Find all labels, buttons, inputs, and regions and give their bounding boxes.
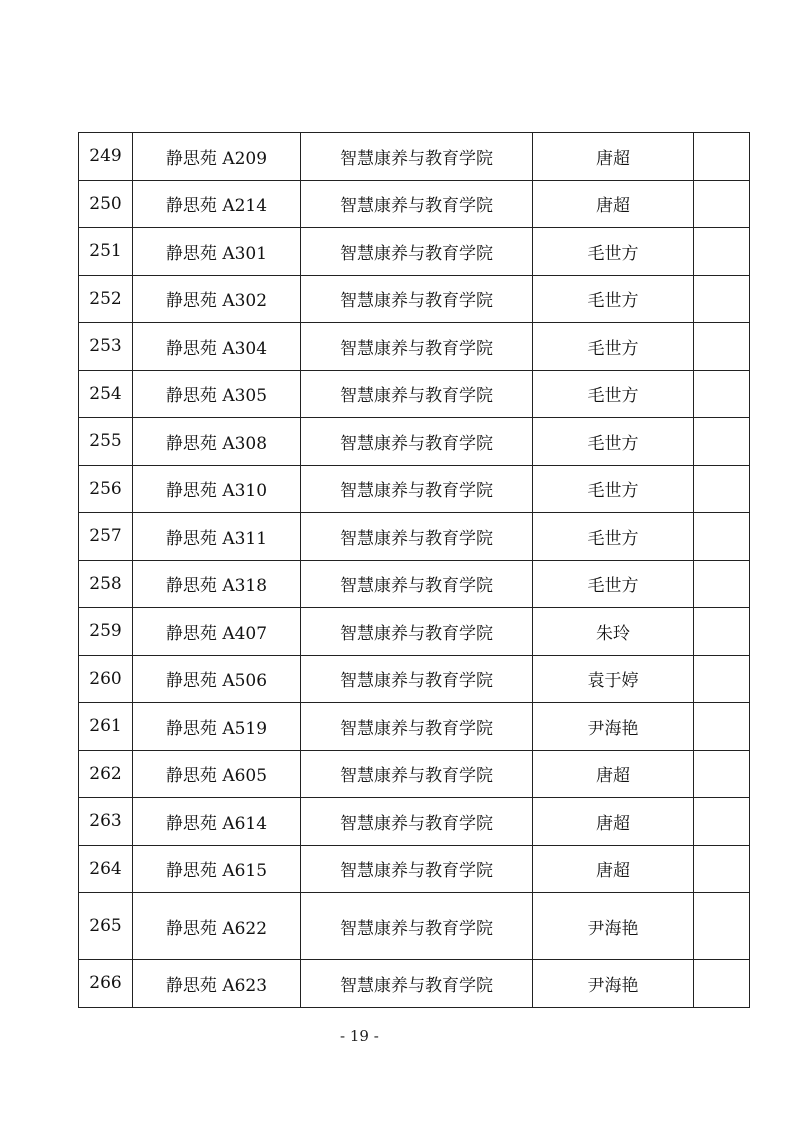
table-row [79,750,750,798]
row-number-cell: 258 [79,560,133,608]
page-number: - 19 - [340,1027,379,1045]
note-cell [694,180,750,228]
room-cell: 静思苑 A615 [133,845,301,893]
room-cell: 静思苑 A311 [133,513,301,561]
person-cell: 毛世方 [533,513,694,561]
row-number-cell: 253 [79,323,133,371]
table-row [79,418,750,466]
person-cell: 唐超 [533,798,694,846]
college-cell: 智慧康养与教育学院 [301,513,533,561]
row-number-cell: 256 [79,465,133,513]
person-cell: 毛世方 [533,323,694,371]
person-cell: 尹海艳 [533,703,694,751]
person-cell: 唐超 [533,180,694,228]
table-row [79,703,750,751]
college-cell: 智慧康养与教育学院 [301,370,533,418]
note-cell [694,703,750,751]
dormitory-table [78,132,750,1008]
table-row [79,228,750,276]
person-cell: 唐超 [533,133,694,181]
row-number-cell: 262 [79,750,133,798]
row-number-cell: 250 [79,180,133,228]
college-cell: 智慧康养与教育学院 [301,560,533,608]
table-row [79,960,750,1008]
room-cell: 静思苑 A519 [133,703,301,751]
table-row [79,465,750,513]
table-row [79,133,750,181]
row-number-cell: 261 [79,703,133,751]
person-cell: 尹海艳 [533,893,694,960]
college-cell: 智慧康养与教育学院 [301,845,533,893]
row-number-cell: 260 [79,655,133,703]
college-cell: 智慧康养与教育学院 [301,133,533,181]
college-cell: 智慧康养与教育学院 [301,893,533,960]
note-cell [694,893,750,960]
room-cell: 静思苑 A304 [133,323,301,371]
person-cell: 毛世方 [533,418,694,466]
person-cell: 尹海艳 [533,960,694,1008]
note-cell [694,228,750,276]
person-cell: 毛世方 [533,465,694,513]
table-row [79,608,750,656]
table-row [79,370,750,418]
room-cell: 静思苑 A407 [133,608,301,656]
room-cell: 静思苑 A623 [133,960,301,1008]
college-cell: 智慧康养与教育学院 [301,275,533,323]
table-row [79,180,750,228]
person-cell: 毛世方 [533,228,694,276]
college-cell: 智慧康养与教育学院 [301,465,533,513]
college-cell: 智慧康养与教育学院 [301,228,533,276]
college-cell: 智慧康养与教育学院 [301,655,533,703]
note-cell [694,133,750,181]
person-cell: 朱玲 [533,608,694,656]
room-cell: 静思苑 A310 [133,465,301,513]
note-cell [694,275,750,323]
row-number-cell: 249 [79,133,133,181]
person-cell: 唐超 [533,750,694,798]
row-number-cell: 255 [79,418,133,466]
note-cell [694,798,750,846]
table-row [79,323,750,371]
college-cell: 智慧康养与教育学院 [301,798,533,846]
college-cell: 智慧康养与教育学院 [301,323,533,371]
note-cell [694,370,750,418]
person-cell: 唐超 [533,845,694,893]
row-number-cell: 266 [79,960,133,1008]
row-number-cell: 265 [79,893,133,960]
room-cell: 静思苑 A605 [133,750,301,798]
college-cell: 智慧康养与教育学院 [301,608,533,656]
row-number-cell: 259 [79,608,133,656]
room-cell: 静思苑 A318 [133,560,301,608]
table-row [79,275,750,323]
room-cell: 静思苑 A308 [133,418,301,466]
table-row [79,560,750,608]
college-cell: 智慧康养与教育学院 [301,750,533,798]
row-number-cell: 251 [79,228,133,276]
row-number-cell: 263 [79,798,133,846]
note-cell [694,560,750,608]
room-cell: 静思苑 A214 [133,180,301,228]
table-row [79,655,750,703]
note-cell [694,960,750,1008]
person-cell: 毛世方 [533,370,694,418]
note-cell [694,845,750,893]
row-number-cell: 257 [79,513,133,561]
room-cell: 静思苑 A305 [133,370,301,418]
row-number-cell: 254 [79,370,133,418]
note-cell [694,513,750,561]
note-cell [694,418,750,466]
table-row [79,845,750,893]
room-cell: 静思苑 A301 [133,228,301,276]
note-cell [694,465,750,513]
room-cell: 静思苑 A209 [133,133,301,181]
row-number-cell: 252 [79,275,133,323]
table-row [79,893,750,960]
room-cell: 静思苑 A302 [133,275,301,323]
row-number-cell: 264 [79,845,133,893]
note-cell [694,323,750,371]
table-row [79,513,750,561]
note-cell [694,750,750,798]
college-cell: 智慧康养与教育学院 [301,703,533,751]
college-cell: 智慧康养与教育学院 [301,180,533,228]
room-cell: 静思苑 A622 [133,893,301,960]
college-cell: 智慧康养与教育学院 [301,418,533,466]
table-body [79,133,750,1008]
note-cell [694,608,750,656]
room-cell: 静思苑 A506 [133,655,301,703]
note-cell [694,655,750,703]
college-cell: 智慧康养与教育学院 [301,960,533,1008]
person-cell: 毛世方 [533,560,694,608]
table-row [79,798,750,846]
person-cell: 毛世方 [533,275,694,323]
room-cell: 静思苑 A614 [133,798,301,846]
person-cell: 袁于婷 [533,655,694,703]
